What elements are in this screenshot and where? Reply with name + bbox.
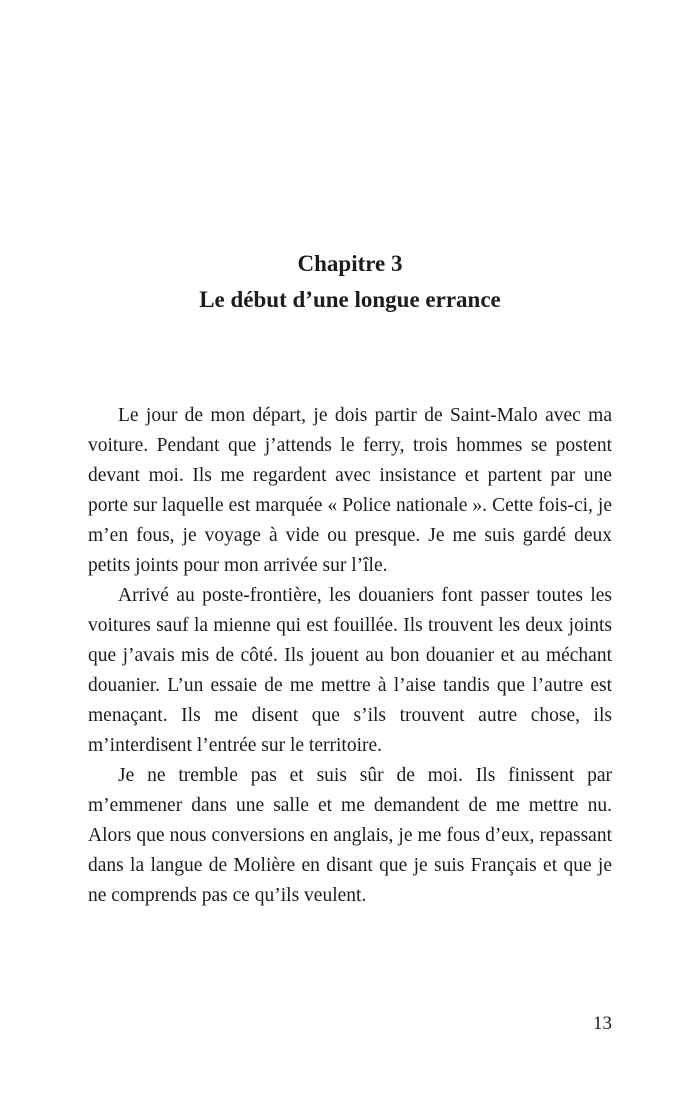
page-number: 13: [593, 1013, 612, 1034]
body-text: [88, 401, 612, 911]
chapter-number: Chapitre 3: [297, 251, 403, 276]
chapter-heading: [0, 246, 700, 318]
chapter-title: Le début d’une longue errance: [199, 287, 501, 312]
paragraph: Je ne tremble pas et suis sûr de moi. Ils finissent par m’emmener dans une salle et me demandent de me mettre nu. Alors que nous conversions en anglais, je me fous d’eux, repassant dans la langue de Molière en disant que je suis Français et que je ne comprends pas ce qu’ils veulent.: [88, 765, 612, 906]
paragraph: Le jour de mon départ, je dois partir de Saint-Malo avec ma voiture. Pendant que j’attends le ferry, trois hommes se postent devant moi. Ils me regardent avec insistance et partent par une porte sur laquelle est marquée « Police nationale ». Cette fois-ci, je m’en fous, je voyage à vide ou presque. Je me suis gardé deux petits joints pour mon arrivée sur l’île.: [88, 405, 612, 576]
paragraph: Arrivé au poste-frontière, les douaniers font passer toutes les voitures sauf la mienne qui est fouillée. Ils trouvent les deux joints que j’avais mis de côté. Ils jouent au bon douanier et au méchant douanier. L’un essaie de me mettre à l’aise tandis que l’autre est menaçant. Ils me disent que s’ils trouvent autre chose, ils m’interdisent l’entrée sur le territoire.: [88, 585, 612, 756]
